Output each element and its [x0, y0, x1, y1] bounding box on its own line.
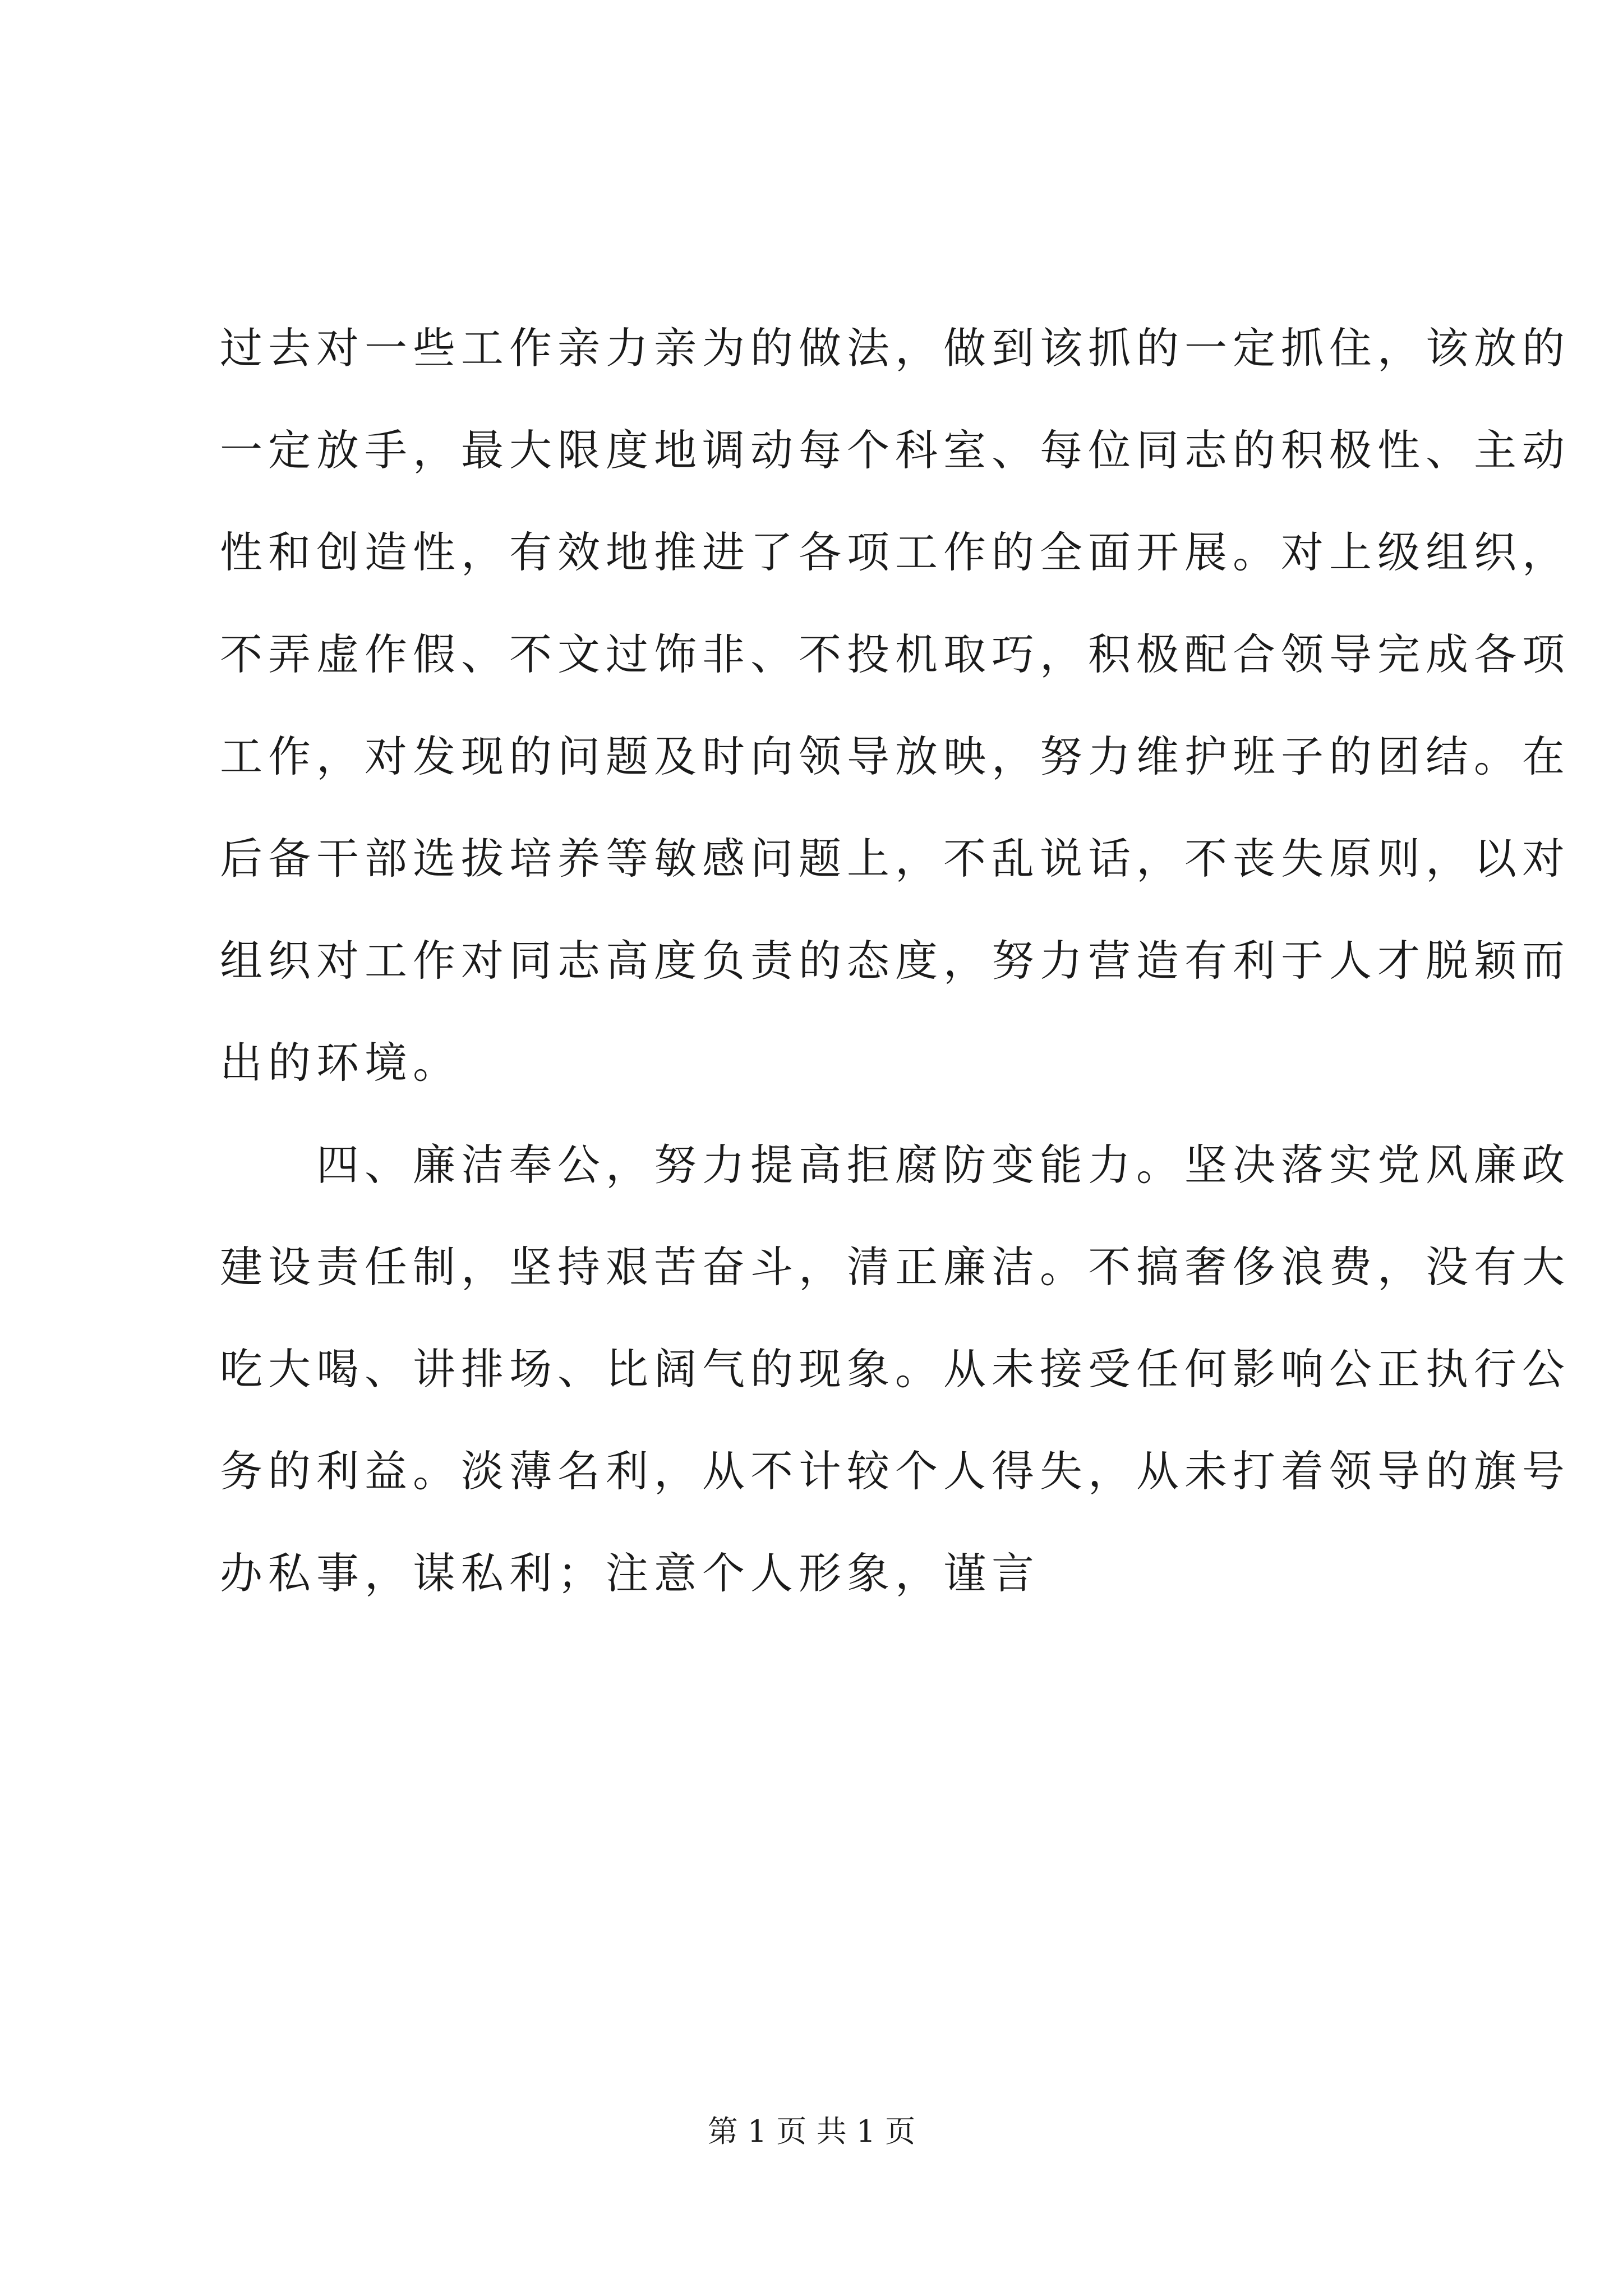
text-line-7: 组织对工作对同志高度负责的态度，努力营造有利于人才脱颖而	[220, 936, 1570, 986]
text-line-11: 吃大喝、讲排场、比阔气的现象。从未接受任何影响公正执行公	[220, 1344, 1570, 1394]
text-line-10: 建设责任制，坚持艰苦奋斗，清正廉洁。不搞奢侈浪费，没有大	[220, 1242, 1570, 1292]
text-line-2: 一定放手，最大限度地调动每个科室、每位同志的积极性、主动	[220, 425, 1570, 475]
text-line-5: 工作，对发现的问题及时向领导放映，努力维护班子的团结。在	[220, 731, 1570, 781]
text-line-1: 过去对一些工作亲力亲为的做法，做到该抓的一定抓住，该放的	[220, 323, 1570, 373]
text-line-12: 务的利益。淡薄名利，从不计较个人得失，从未打着领导的旗号	[220, 1446, 1570, 1496]
text-line-3: 性和创造性，有效地推进了各项工作的全面开展。对上级组织，	[220, 527, 1570, 577]
page-footer	[0, 2109, 1623, 2154]
page-number-label: 第 1 页 共 1 页	[707, 2114, 916, 2149]
body-text	[220, 297, 1570, 1625]
paragraph-heading-line: 四、廉洁奉公，努力提高拒腐防变能力。坚决落实党风廉政	[316, 1140, 1570, 1190]
text-line-8: 出的环境。	[220, 1038, 461, 1088]
text-line-6: 后备干部选拔培养等敏感问题上，不乱说话，不丧失原则，以对	[220, 834, 1570, 884]
text-line-13: 办私事，谋私利；注意个人形象，谨言	[220, 1548, 1040, 1598]
text-line-4: 不弄虚作假、不文过饰非、不投机取巧，积极配合领导完成各项	[220, 629, 1570, 679]
